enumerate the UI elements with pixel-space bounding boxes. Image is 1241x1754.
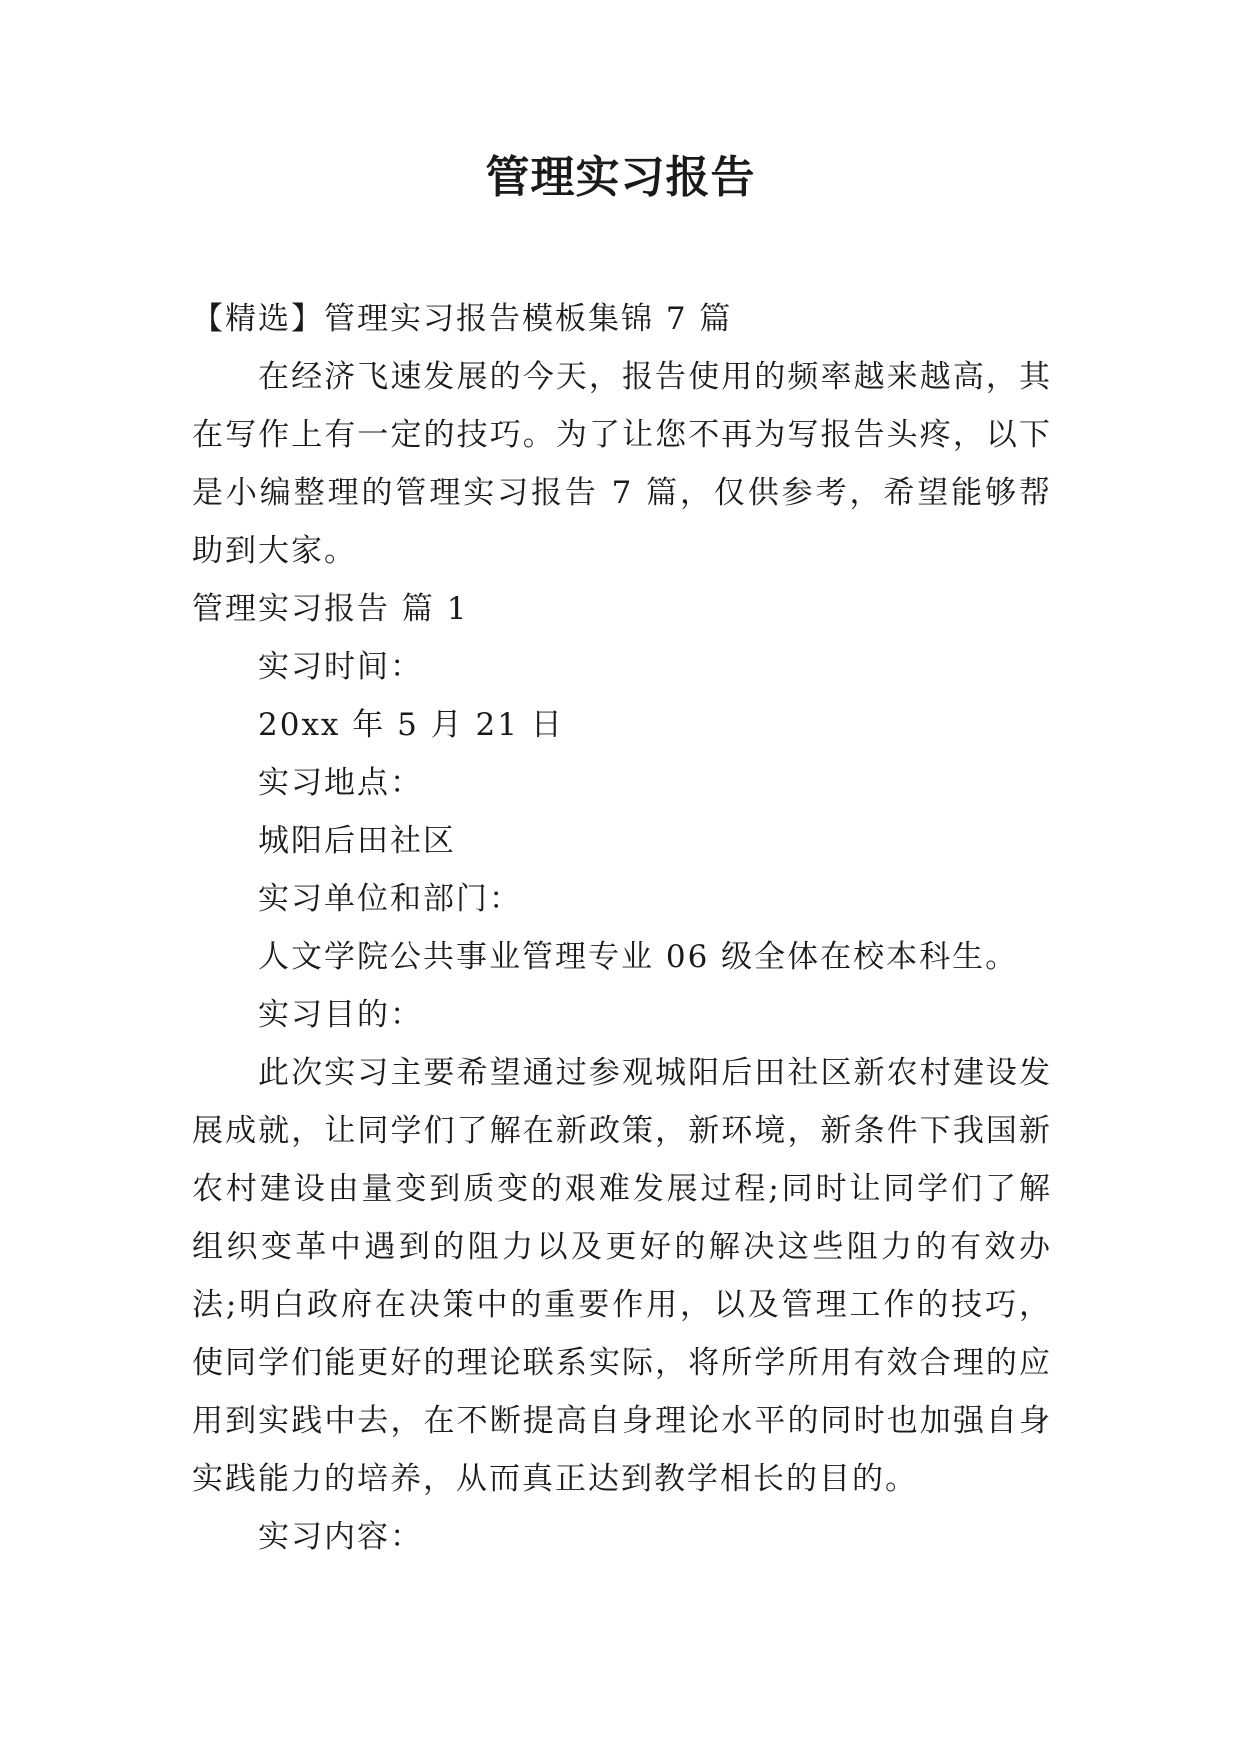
field-value-location: 城阳后田社区 [258, 823, 456, 859]
field-label-location: 实习地点： [258, 765, 423, 801]
purpose-paragraph: 此次实习主要希望通过参观城阳后田社区新农村建设发展成就，让同学们了解在新政策，新环境，新条件下我国新农村建设由量变到质变的艰难发展过程;同时让同学们了解组织变革中遇到的阻力以及更好的解决这些阻力的有效办法;明白政府在决策中的重要作用，以及管理工作的技巧，使同学们能更好的理论联系实际，将所学所用有效合理的应用到实践中去，在不断提高自身理论水平的同时也加强自身实践能力的培养，从而真正达到教学相长的目的。 [192, 1055, 1052, 1497]
content-label: 实习内容： [258, 1519, 423, 1555]
field-label-unit: 实习单位和部门： [258, 881, 522, 917]
field-label-time: 实习时间： [258, 649, 423, 685]
document-title: 管理实习报告 [485, 152, 756, 203]
document-body [192, 290, 1052, 1566]
intro-paragraph: 在经济飞速发展的今天，报告使用的频率越来越高，其在写作上有一定的技巧。为了让您不再为写报告头疼，以下是小编整理的管理实习报告 7 篇，仅供参考，希望能够帮助到大家。 [192, 359, 1052, 569]
document-subtitle: 【精选】管理实习报告模板集锦 7 篇 [192, 301, 733, 337]
section-heading: 管理实习报告 篇 1 [192, 591, 469, 627]
field-value-unit: 人文学院公共事业管理专业 06 级全体在校本科生。 [258, 939, 1019, 975]
field-value-time: 20xx 年 5 月 21 日 [258, 707, 564, 743]
purpose-label: 实习目的： [258, 997, 423, 1033]
